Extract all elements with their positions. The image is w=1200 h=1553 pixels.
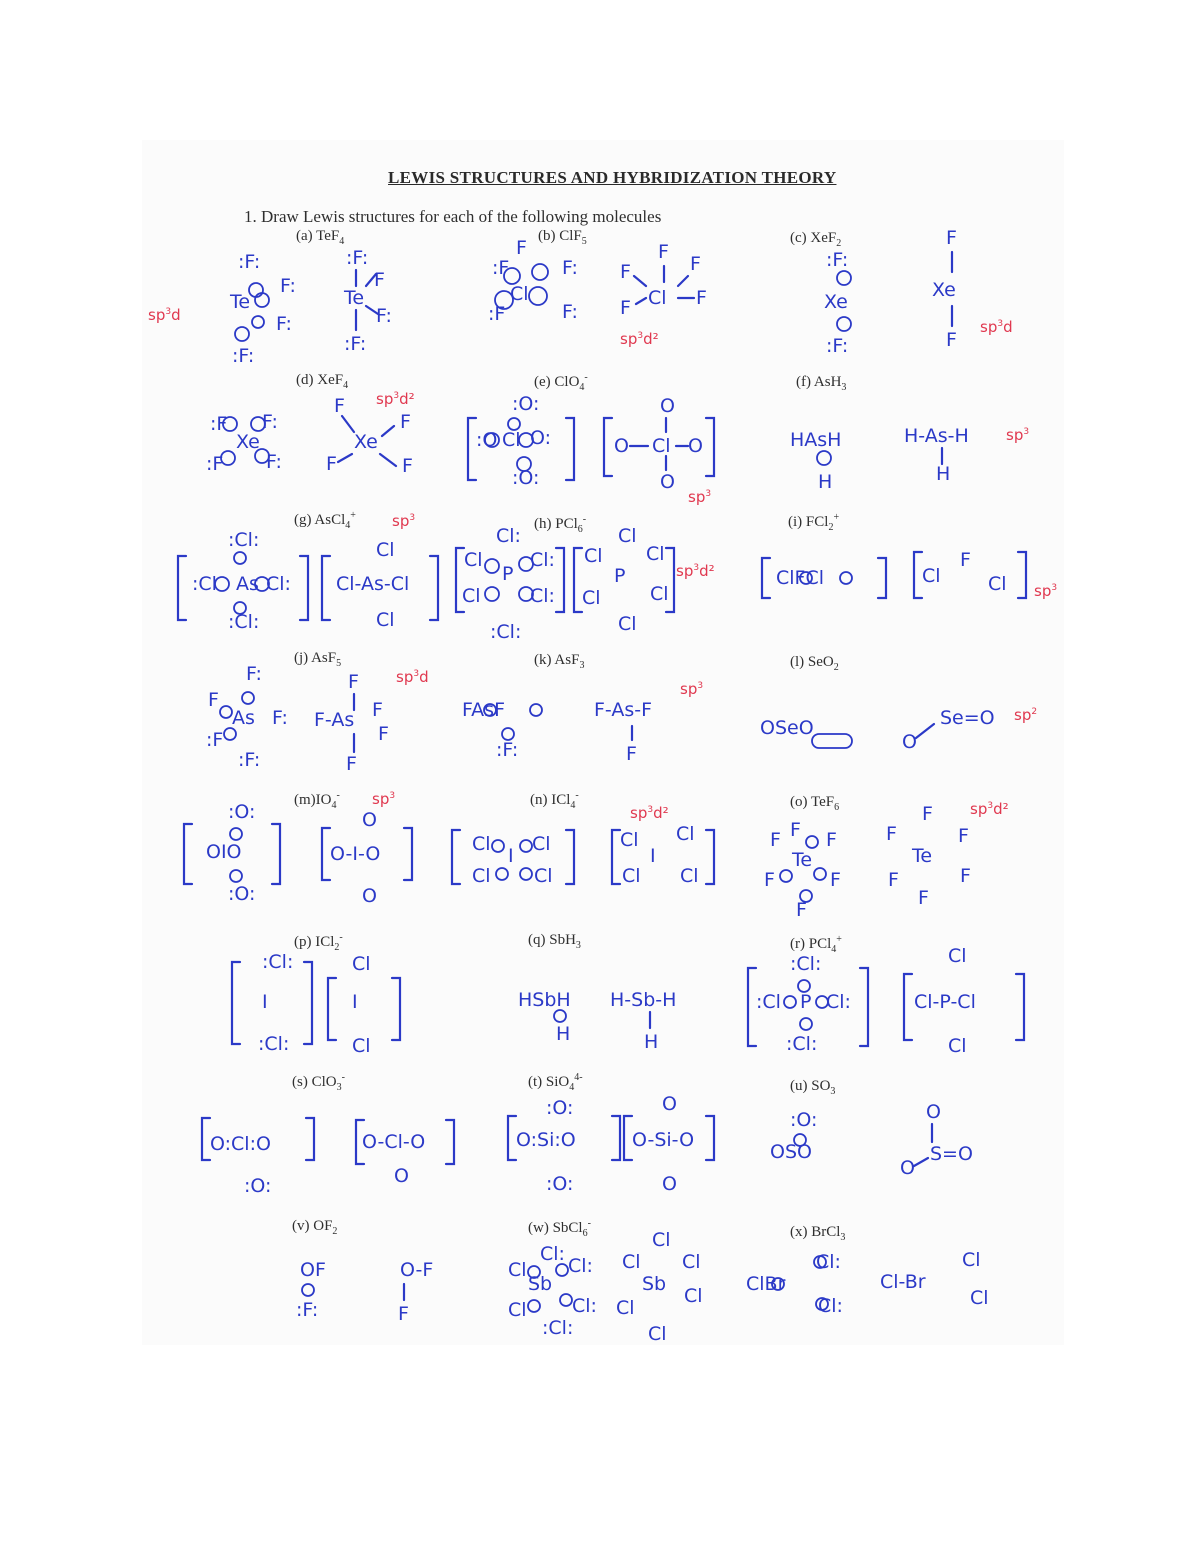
svg-text:F: F — [690, 253, 701, 275]
svg-text:H: H — [556, 1023, 571, 1045]
svg-text:F: F — [960, 865, 971, 887]
svg-text::F: :F — [206, 729, 224, 751]
svg-text:Cl: Cl — [684, 1285, 703, 1307]
svg-text:F: F — [658, 241, 669, 263]
svg-text::Cl:: :Cl: — [258, 1033, 290, 1055]
svg-text::F: :F — [210, 413, 228, 435]
svg-text:F:: F: — [246, 663, 262, 685]
structure-l — [760, 707, 995, 753]
label-x: (x) BrCl$_3$ — [790, 1224, 846, 1243]
label-g: (g) AsCl$_4$+ — [294, 510, 356, 531]
ink-p2: I — [352, 991, 358, 1013]
hybrid-j: $sp^3d$ — [396, 668, 429, 686]
label-n: (n) ICl$_4$- — [530, 790, 579, 811]
svg-text:O: O — [662, 1093, 677, 1115]
label-u: (u) $SO_3$ — [790, 1078, 836, 1097]
structure-k — [462, 699, 652, 765]
hybrid-i: $sp^3$ — [1034, 582, 1058, 600]
svg-text:Cl: Cl — [352, 1035, 371, 1057]
hybrid-c: $sp^3d$ — [980, 318, 1013, 336]
structure-v — [296, 1259, 433, 1325]
label-e: (e) ClO$_4$- — [534, 372, 588, 393]
ink-w2: Sb — [642, 1273, 667, 1295]
svg-text:O: O — [362, 809, 377, 831]
hybrid-g: $sp^3$ — [392, 512, 416, 530]
structure-e — [468, 393, 714, 493]
svg-text:Cl: Cl — [532, 833, 551, 855]
ink-s1: O:Cl:O — [210, 1133, 271, 1155]
structure-w — [508, 1229, 703, 1345]
svg-text:Cl: Cl — [618, 613, 637, 635]
ink-u1: OSO — [770, 1141, 812, 1163]
ink-e2: Cl — [652, 435, 671, 457]
ink-w1: Sb — [528, 1273, 553, 1295]
svg-text:F:: F: — [262, 411, 278, 433]
svg-text::Cl:: :Cl: — [262, 951, 294, 973]
svg-text:Cl: Cl — [584, 545, 603, 567]
ink-b2: Cl — [648, 287, 667, 309]
svg-text::O:: :O: — [546, 1173, 574, 1195]
svg-text::F:: :F: — [238, 251, 261, 273]
ink-e1: Cl — [502, 429, 521, 451]
svg-text:F: F — [402, 455, 413, 477]
ink-p1: I — [262, 991, 268, 1013]
hybrid-a: $sp^3d$ — [148, 306, 181, 324]
structure-j — [206, 663, 389, 775]
svg-text::F:: :F: — [826, 335, 849, 357]
label-t: (t) SiO$_4^{4-}$ — [528, 1072, 583, 1093]
ink-t1: O:Si:O — [516, 1129, 576, 1151]
ink-l2: Se=O — [940, 707, 995, 729]
svg-text:F: F — [888, 869, 899, 891]
svg-text:F: F — [516, 237, 527, 259]
svg-text:Cl: Cl — [352, 953, 371, 975]
svg-text:Cl: Cl — [622, 865, 641, 887]
svg-text:Cl: Cl — [472, 865, 491, 887]
svg-text:H: H — [936, 463, 951, 485]
ink-s2: O-Cl-O — [362, 1131, 426, 1153]
svg-text:F: F — [886, 823, 897, 845]
svg-text:Cl: Cl — [650, 583, 669, 605]
svg-text:F: F — [796, 899, 807, 921]
svg-text:F: F — [626, 743, 637, 765]
svg-text::O:: :O: — [244, 1175, 272, 1197]
svg-text:Cl:: Cl: — [818, 1295, 843, 1317]
svg-text::F: :F — [492, 257, 510, 279]
svg-text:Cl: Cl — [962, 1249, 981, 1271]
hybrid-o: $sp^3d^2$ — [970, 800, 1009, 818]
svg-text:O: O — [614, 435, 629, 457]
label-l: (l) SeO$_2$ — [790, 654, 839, 673]
structure-n — [452, 823, 714, 887]
ink-l1: OSeO — [760, 717, 814, 739]
label-m: $(m)IO_4^-$ — [294, 790, 340, 811]
label-w: (w) SbCl$_6$- — [528, 1218, 591, 1239]
svg-text:O: O — [900, 1157, 915, 1179]
svg-text:F: F — [348, 671, 359, 693]
svg-text::F:: :F: — [296, 1299, 319, 1321]
hybrid-n: $sp^3d^2$ — [630, 804, 669, 822]
svg-text:F: F — [378, 723, 389, 745]
svg-text::Cl:: :Cl: — [228, 611, 260, 633]
label-a: (a) TeF$_4$ — [296, 228, 345, 247]
hybrid-m: $sp^3$ — [372, 790, 396, 808]
svg-text:H: H — [644, 1031, 659, 1053]
svg-text:F: F — [946, 329, 957, 351]
ink-c1: Xe — [824, 291, 848, 313]
label-o: (o) TeF$_6$ — [790, 794, 840, 813]
svg-text:F:: F: — [272, 707, 288, 729]
label-b: (b) ClF$_5$ — [538, 228, 587, 247]
svg-text:Cl:: Cl: — [568, 1255, 593, 1277]
svg-text:Cl: Cl — [970, 1287, 989, 1309]
ink-o1: Te — [792, 849, 813, 871]
svg-text::F:: :F: — [238, 749, 261, 771]
svg-text:Cl: Cl — [948, 945, 967, 967]
label-k: (k) AsF$_3$ — [534, 652, 585, 671]
svg-text:Cl: Cl — [620, 829, 639, 851]
svg-text:F: F — [946, 227, 957, 249]
structure-i — [762, 549, 1026, 598]
svg-text:F: F — [372, 699, 383, 721]
structure-h — [456, 525, 674, 643]
structure-s — [202, 1118, 454, 1197]
svg-text:Cl: Cl — [616, 1297, 635, 1319]
ink-a1: Te — [230, 291, 251, 313]
svg-text::O:: :O: — [512, 393, 540, 415]
svg-text:Cl: Cl — [472, 833, 491, 855]
ink-x1: ClBr — [746, 1273, 786, 1295]
svg-text::F:: :F: — [346, 247, 369, 269]
svg-text:Cl: Cl — [464, 549, 483, 571]
ink-b1: Cl — [510, 283, 529, 305]
structure-o — [764, 803, 971, 921]
hybrid-e: $sp^3$ — [688, 488, 712, 506]
structure-t — [508, 1093, 714, 1195]
svg-text:Cl: Cl — [652, 1229, 671, 1251]
svg-text:F: F — [620, 297, 631, 319]
ink-m1: OIO — [206, 841, 242, 863]
label-s: (s) ClO$_3$- — [292, 1072, 345, 1093]
instruction-text: 1. Draw Lewis structures for each of the following molecules — [244, 207, 662, 226]
label-h: (h) PCl$_6$- — [534, 514, 587, 535]
svg-text:F: F — [326, 453, 337, 475]
svg-text::Cl: :Cl — [192, 573, 217, 595]
ink-h1: P — [502, 563, 514, 585]
svg-text:O: O — [660, 395, 675, 417]
structure-c — [824, 227, 957, 357]
ink-u2: S=O — [930, 1143, 973, 1165]
ink-k1: FAsF — [462, 699, 506, 721]
svg-text:F:: F: — [562, 301, 578, 323]
structure-q — [518, 989, 676, 1053]
svg-text::Cl:: :Cl: — [786, 1033, 818, 1055]
label-f: (f) AsH$_3$ — [796, 374, 847, 393]
svg-text:F: F — [958, 825, 969, 847]
svg-text:Cl: Cl — [508, 1259, 527, 1281]
svg-text:F: F — [696, 287, 707, 309]
hybrid-k: $sp^3$ — [680, 680, 704, 698]
svg-text:F: F — [398, 1303, 409, 1325]
structure-u — [770, 1101, 973, 1179]
svg-text:Cl:: Cl: — [530, 549, 555, 571]
svg-text:Cl: Cl — [988, 573, 1007, 595]
svg-text:Cl: Cl — [648, 1323, 667, 1345]
label-r: (r) PCl$_4$+ — [790, 934, 842, 955]
svg-text:Cl: Cl — [680, 865, 699, 887]
hybrid-d: $sp^3d^2$ — [376, 390, 415, 408]
svg-text:Cl:: Cl: — [572, 1295, 597, 1317]
label-p: (p) ICl$_2$- — [294, 932, 343, 953]
svg-text:F:: F: — [280, 275, 296, 297]
structure-f — [790, 425, 969, 493]
ink-j2: F-As — [314, 709, 355, 731]
svg-text:Cl: Cl — [682, 1251, 701, 1273]
svg-text:F: F — [400, 411, 411, 433]
label-c: (c) XeF$_2$ — [790, 230, 842, 249]
svg-text:Cl:: Cl: — [540, 1243, 565, 1265]
ink-n1: I — [508, 845, 514, 867]
svg-text::F:: :F: — [232, 345, 255, 367]
svg-text:Cl: Cl — [462, 585, 481, 607]
svg-text::O:: :O: — [228, 801, 256, 823]
svg-text:O:: O: — [530, 427, 552, 449]
ink-i1: ClFCl — [776, 567, 825, 589]
svg-text:Cl:: Cl: — [266, 573, 291, 595]
svg-text:F: F — [790, 819, 801, 841]
svg-text:F: F — [922, 803, 933, 825]
structure-a — [229, 247, 392, 367]
svg-text::O:: :O: — [228, 883, 256, 905]
ink-q2: H-Sb-H — [610, 989, 677, 1011]
ink-i2: F — [960, 549, 971, 571]
svg-text:Cl: Cl — [618, 525, 637, 547]
svg-text:F: F — [374, 269, 385, 291]
ink-g2: Cl-As-Cl — [336, 573, 410, 595]
svg-text::Cl:: :Cl: — [490, 621, 522, 643]
svg-text:Cl: Cl — [948, 1035, 967, 1057]
svg-text::F:: :F: — [826, 249, 849, 271]
svg-text::F: :F — [488, 303, 506, 325]
svg-text:F:: F: — [562, 257, 578, 279]
ink-c2: Xe — [932, 279, 956, 301]
ink-h2: P — [614, 565, 626, 587]
svg-text:Cl: Cl — [582, 587, 601, 609]
svg-text::O:: :O: — [790, 1109, 818, 1131]
svg-text:F: F — [830, 869, 841, 891]
svg-text:Cl:: Cl: — [530, 585, 555, 607]
svg-text::O:: :O: — [546, 1097, 574, 1119]
svg-text::Cl:: :Cl: — [228, 529, 260, 551]
svg-text:H: H — [818, 471, 833, 493]
svg-text::O:: :O: — [512, 467, 540, 489]
ink-v1: OF — [300, 1259, 326, 1281]
structure-b — [488, 237, 707, 325]
label-q: (q) SbH$_3$ — [528, 932, 581, 951]
ink-n2: I — [650, 845, 656, 867]
ink-a2: Te — [344, 287, 365, 309]
ink-x2: Cl-Br — [880, 1271, 926, 1293]
svg-text:F:: F: — [276, 313, 292, 335]
svg-text:Cl:: Cl: — [826, 991, 851, 1013]
svg-text:Cl: Cl — [376, 539, 395, 561]
ink-r2: Cl-P-Cl — [914, 991, 976, 1013]
svg-text:F: F — [826, 829, 837, 851]
svg-text:F:: F: — [376, 305, 392, 327]
svg-text:Cl: Cl — [508, 1299, 527, 1321]
svg-text::F:: :F: — [344, 333, 367, 355]
svg-text:Cl: Cl — [676, 823, 695, 845]
hybrid-f: $sp^3$ — [1006, 426, 1030, 444]
svg-text:F: F — [918, 887, 929, 909]
svg-text:Cl: Cl — [376, 609, 395, 631]
label-j: (j) AsF$_5$ — [294, 650, 342, 669]
ink-d1: Xe — [236, 431, 260, 453]
svg-text:O: O — [362, 885, 377, 907]
svg-text:O: O — [394, 1165, 409, 1187]
ink-g1: As — [236, 573, 259, 595]
svg-text:Cl: Cl — [646, 543, 665, 565]
svg-text:O: O — [662, 1173, 677, 1195]
svg-text:O: O — [902, 731, 917, 753]
svg-text::F: :F — [206, 453, 224, 475]
structure-p — [232, 951, 400, 1057]
ink-t2: O-Si-O — [632, 1129, 695, 1151]
structure-r — [748, 945, 1024, 1057]
ink-k2: F-As-F — [594, 699, 653, 721]
hybrid-b: $sp^3d^2$ — [620, 330, 659, 348]
svg-text:F: F — [620, 261, 631, 283]
label-i: (i) FCl$_2$+ — [788, 512, 840, 533]
structure-x — [746, 1249, 989, 1317]
svg-text:F:: F: — [266, 451, 282, 473]
ink-m2: O-I-O — [330, 843, 381, 865]
svg-text:F: F — [346, 753, 357, 775]
ink-f1: HAsH — [790, 429, 842, 451]
svg-text:F: F — [764, 869, 775, 891]
svg-text::Cl:: :Cl: — [542, 1317, 574, 1339]
ink-q1: HSbH — [518, 989, 571, 1011]
structure-d — [206, 395, 413, 477]
svg-text:O: O — [688, 435, 703, 457]
svg-text:F: F — [334, 395, 345, 417]
svg-text::O: :O — [476, 429, 498, 451]
structure-m — [184, 801, 412, 907]
svg-text:Cl:: Cl: — [816, 1251, 841, 1273]
structure-g — [178, 529, 438, 633]
svg-text:Cl:: Cl: — [496, 525, 521, 547]
label-v: (v) $OF_2$ — [292, 1218, 338, 1237]
svg-text:Cl: Cl — [622, 1251, 641, 1273]
ink-f2: H-As-H — [904, 425, 969, 447]
svg-text:F: F — [770, 829, 781, 851]
svg-text:Cl: Cl — [534, 865, 553, 887]
ink-j1: As — [232, 707, 255, 729]
hybrid-h: $sp^3d^2$ — [676, 562, 715, 580]
ink-v2: O-F — [400, 1259, 434, 1281]
svg-text::F:: :F: — [496, 739, 519, 761]
hybrid-l: $sp^2$ — [1014, 706, 1038, 724]
ink-d2: Xe — [354, 431, 378, 453]
svg-text:O: O — [660, 471, 675, 493]
svg-text::Cl: :Cl — [756, 991, 781, 1013]
svg-text:Cl: Cl — [922, 565, 941, 587]
svg-text::Cl:: :Cl: — [790, 953, 822, 975]
ink-r1: P — [800, 991, 812, 1013]
worksheet-title: LEWIS STRUCTURES AND HYBRIDIZATION THEORY — [388, 168, 837, 187]
svg-text:F: F — [208, 689, 219, 711]
label-d: (d) XeF$_4$ — [296, 372, 349, 391]
svg-text:O: O — [926, 1101, 941, 1123]
ink-o2: Te — [912, 845, 933, 867]
